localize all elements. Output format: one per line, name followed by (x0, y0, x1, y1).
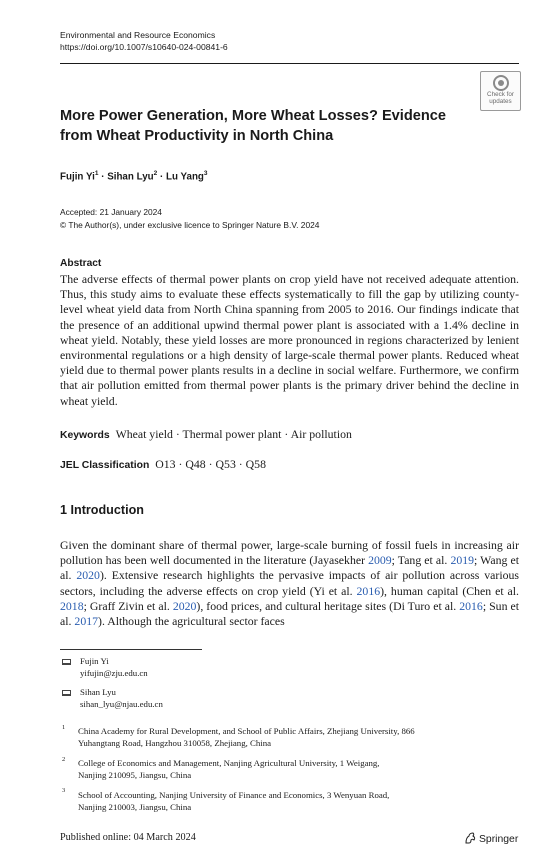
jel-label: JEL Classification (60, 460, 150, 471)
contact-email[interactable]: yifujin@zju.edu.cn (80, 668, 148, 678)
intro-text: ), human capital (Chen et al. (380, 583, 519, 598)
envelope-icon (62, 659, 71, 665)
abstract-heading: Abstract (60, 258, 102, 269)
envelope-icon (62, 690, 71, 696)
author-list (60, 170, 208, 182)
citation-link[interactable]: 2020 (76, 568, 100, 583)
author-separator: · (98, 171, 108, 183)
jel-value: O13 · Q48 · Q53 · Q58 (155, 457, 266, 471)
affiliation-line: Nanjing 210095, Jiangsu, China (78, 770, 192, 780)
affiliation-line: China Academy for Rural Development, and School of Public Affairs, Zhejiang University, 866 (78, 726, 415, 736)
affiliation (78, 725, 498, 749)
article-title: More Power Generation, More Wheat Losses? Evidence from Wheat Productivity in North China (60, 108, 447, 144)
author-name[interactable]: Lu Yang (165, 171, 204, 183)
contact-name: Sihan Lyu (80, 687, 116, 697)
contact-block (80, 686, 163, 710)
check-updates-line2: updates (489, 97, 512, 105)
keywords-value: Wheat yield · Thermal power plant · Air pollution (115, 427, 352, 441)
citation-link[interactable]: 2016 (459, 598, 483, 613)
author-name[interactable]: Sihan Lyu (107, 171, 154, 183)
keywords-label: Keywords (60, 430, 110, 441)
affiliation-line: School of Accounting, Nanjing University of Finance and Economics, 3 Wenyuan Road, (78, 790, 390, 800)
affiliation-number: 3 (62, 787, 66, 794)
introduction-paragraph (60, 538, 519, 629)
springer-horse-icon (464, 832, 476, 844)
intro-text: ), food prices, and cultural heritage sites (Di Turo et al. (196, 598, 460, 613)
affiliation-number: 2 (62, 756, 66, 763)
intro-text: ). Extensive research highlights the pervasive impacts of air pollution across various sectors, including the adverse effects on crop yield (Yi et al. (60, 568, 519, 598)
affiliation-number: 1 (62, 724, 66, 731)
journal-header (60, 30, 228, 53)
keywords-line (60, 427, 352, 442)
affiliation-line: College of Economics and Management, Nanjing Agricultural University, 1 Weigang, (78, 758, 380, 768)
intro-text: ; Wang et al. (60, 553, 519, 583)
header-rule (60, 63, 519, 64)
abstract-text: The adverse effects of thermal power plants on crop yield have not received adequate attention. Thus, this study aims to evaluate these effects systematically to fill the gap by utilizing county-level wheat yield data from North China spanning from 2005 to 2016. Our findings indicate that the presence of an additional upwind thermal power plant is associated with a 1.4% decline in wheat yield. Notably, these yield losses are more pronounced in regions characterized by lenient environmental regulations or a high density of large-scale thermal power plants. Reduced wheat yield due to thermal power plants results in a decline in social welfare. Furthermore, we confirm that air pollution emitted from thermal power plants is the primary driver behind the decline in wheat yield. (60, 272, 519, 408)
article-meta (60, 206, 319, 231)
contact-block (80, 655, 148, 679)
author-name[interactable]: Fujin Yi (60, 171, 95, 183)
author-affil-ref: 1 (94, 170, 99, 177)
intro-text: ; Graff Zivin et al. (83, 598, 173, 613)
citation-link[interactable]: 2009 (368, 553, 392, 568)
copyright-notice: © The Author(s), under exclusive licence to Springer Nature B.V. 2024 (60, 219, 320, 230)
author-affil-ref: 3 (203, 170, 208, 177)
publisher-name: Springer (479, 834, 519, 845)
section-heading-introduction: 1 Introduction (60, 503, 144, 517)
author-affil-ref: 2 (153, 170, 158, 177)
intro-text: ). Although the agricultural sector faces (98, 614, 285, 629)
author-separator: · (157, 171, 166, 183)
affiliation (78, 757, 498, 781)
intro-text: ; Sun et al. (60, 598, 519, 629)
intro-text: ; Tang et al. (391, 553, 451, 568)
contact-email[interactable]: sihan_lyu@njau.edu.cn (80, 699, 163, 709)
affiliation-line: Nanjing 210003, Jiangsu, China (78, 802, 192, 812)
citation-link[interactable]: 2019 (450, 553, 475, 568)
contact-name: Fujin Yi (80, 656, 109, 666)
publisher-logo (464, 832, 518, 845)
citation-link[interactable]: 2020 (172, 598, 197, 613)
citation-link[interactable]: 2016 (356, 583, 381, 598)
jel-line (60, 457, 266, 472)
journal-name: Environmental and Resource Economics (60, 30, 216, 40)
citation-link[interactable]: 2018 (60, 598, 84, 613)
doi-link[interactable]: https://doi.org/10.1007/s10640-024-00841-6 (60, 41, 228, 52)
citation-link[interactable]: 2017 (74, 614, 99, 629)
affiliation (78, 789, 498, 813)
intro-text: Given the dominant share of thermal power, large-scale burning of fossil fuels in increasing air pollution has been well documented in the literature (Jayasekher (60, 538, 519, 568)
footnote-rule (60, 649, 202, 650)
check-for-updates-badge[interactable] (480, 71, 521, 111)
accepted-date: Accepted: 21 January 2024 (60, 207, 162, 217)
affiliation-line: Yuhangtang Road, Hangzhou 310058, Zhejiang, China (78, 738, 272, 748)
published-online: Published online: 04 March 2024 (60, 832, 196, 843)
check-updates-icon (493, 75, 509, 91)
check-updates-line1: Check for (487, 91, 514, 98)
